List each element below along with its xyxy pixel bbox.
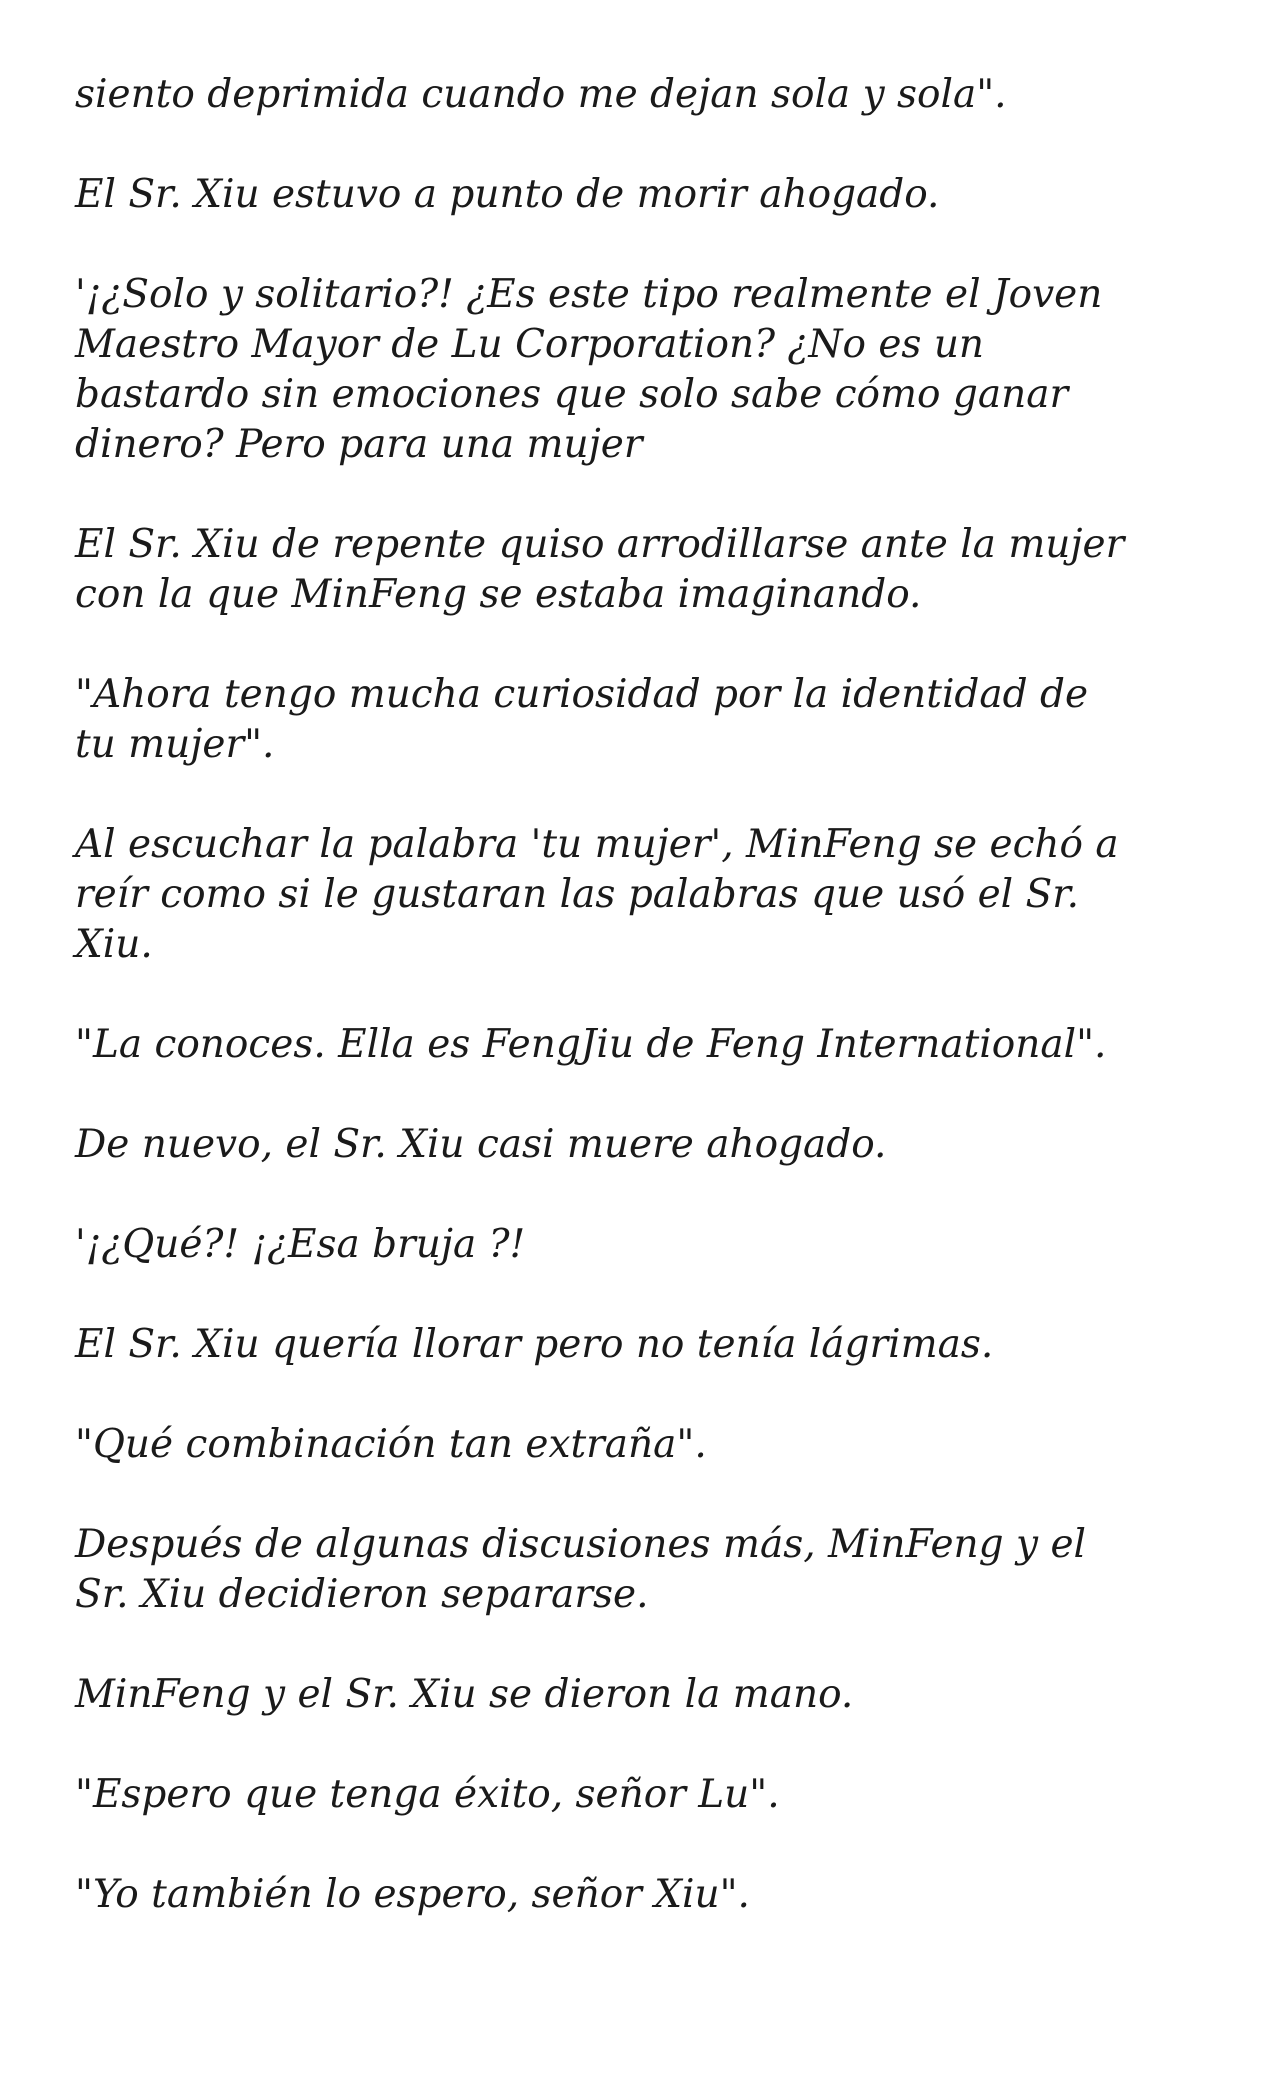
paragraph: MinFeng y el Sr. Xiu se dieron la mano. <box>75 1672 854 1717</box>
paragraph: siento deprimida cuando me dejan sola y sola". <box>75 72 1007 117</box>
paragraph: "Qué combinación tan extraña". <box>75 1422 707 1467</box>
paragraph: De nuevo, el Sr. Xiu casi muere ahogado. <box>75 1122 887 1167</box>
paragraph: "La conoces. Ella es FengJiu de Feng International". <box>75 1022 1107 1067</box>
paragraph: El Sr. Xiu quería llorar pero no tenía lágrimas. <box>75 1322 994 1367</box>
paragraph: Después de algunas discusiones más, MinFeng y el Sr. Xiu decidieron separarse. <box>75 1522 1086 1617</box>
paragraph: El Sr. Xiu estuvo a punto de morir ahogado. <box>75 172 940 217</box>
paragraph: "Espero que tenga éxito, señor Lu". <box>75 1772 780 1817</box>
paragraph: Al escuchar la palabra 'tu mujer', MinFeng se echó a reír como si le gustaran las palabras que usó el Sr. Xiu. <box>75 822 1119 967</box>
paragraph: El Sr. Xiu de repente quiso arrodillarse ante la mujer con la que MinFeng se estaba imaginando. <box>75 522 1125 617</box>
paragraph: "Yo también lo espero, señor Xiu". <box>75 1872 750 1917</box>
paragraph: '¡¿Solo y solitario?! ¿Es este tipo realmente el Joven Maestro Mayor de Lu Corporation? ¿No es un bastardo sin emociones que solo sabe cómo ganar dinero? Pero para una mujer <box>75 272 1103 467</box>
reader-page <box>75 70 1225 1970</box>
paragraph: "Ahora tengo mucha curiosidad por la identidad de tu mujer". <box>75 672 1089 767</box>
paragraph: '¡¿Qué?! ¡¿Esa bruja ?! <box>75 1222 526 1267</box>
